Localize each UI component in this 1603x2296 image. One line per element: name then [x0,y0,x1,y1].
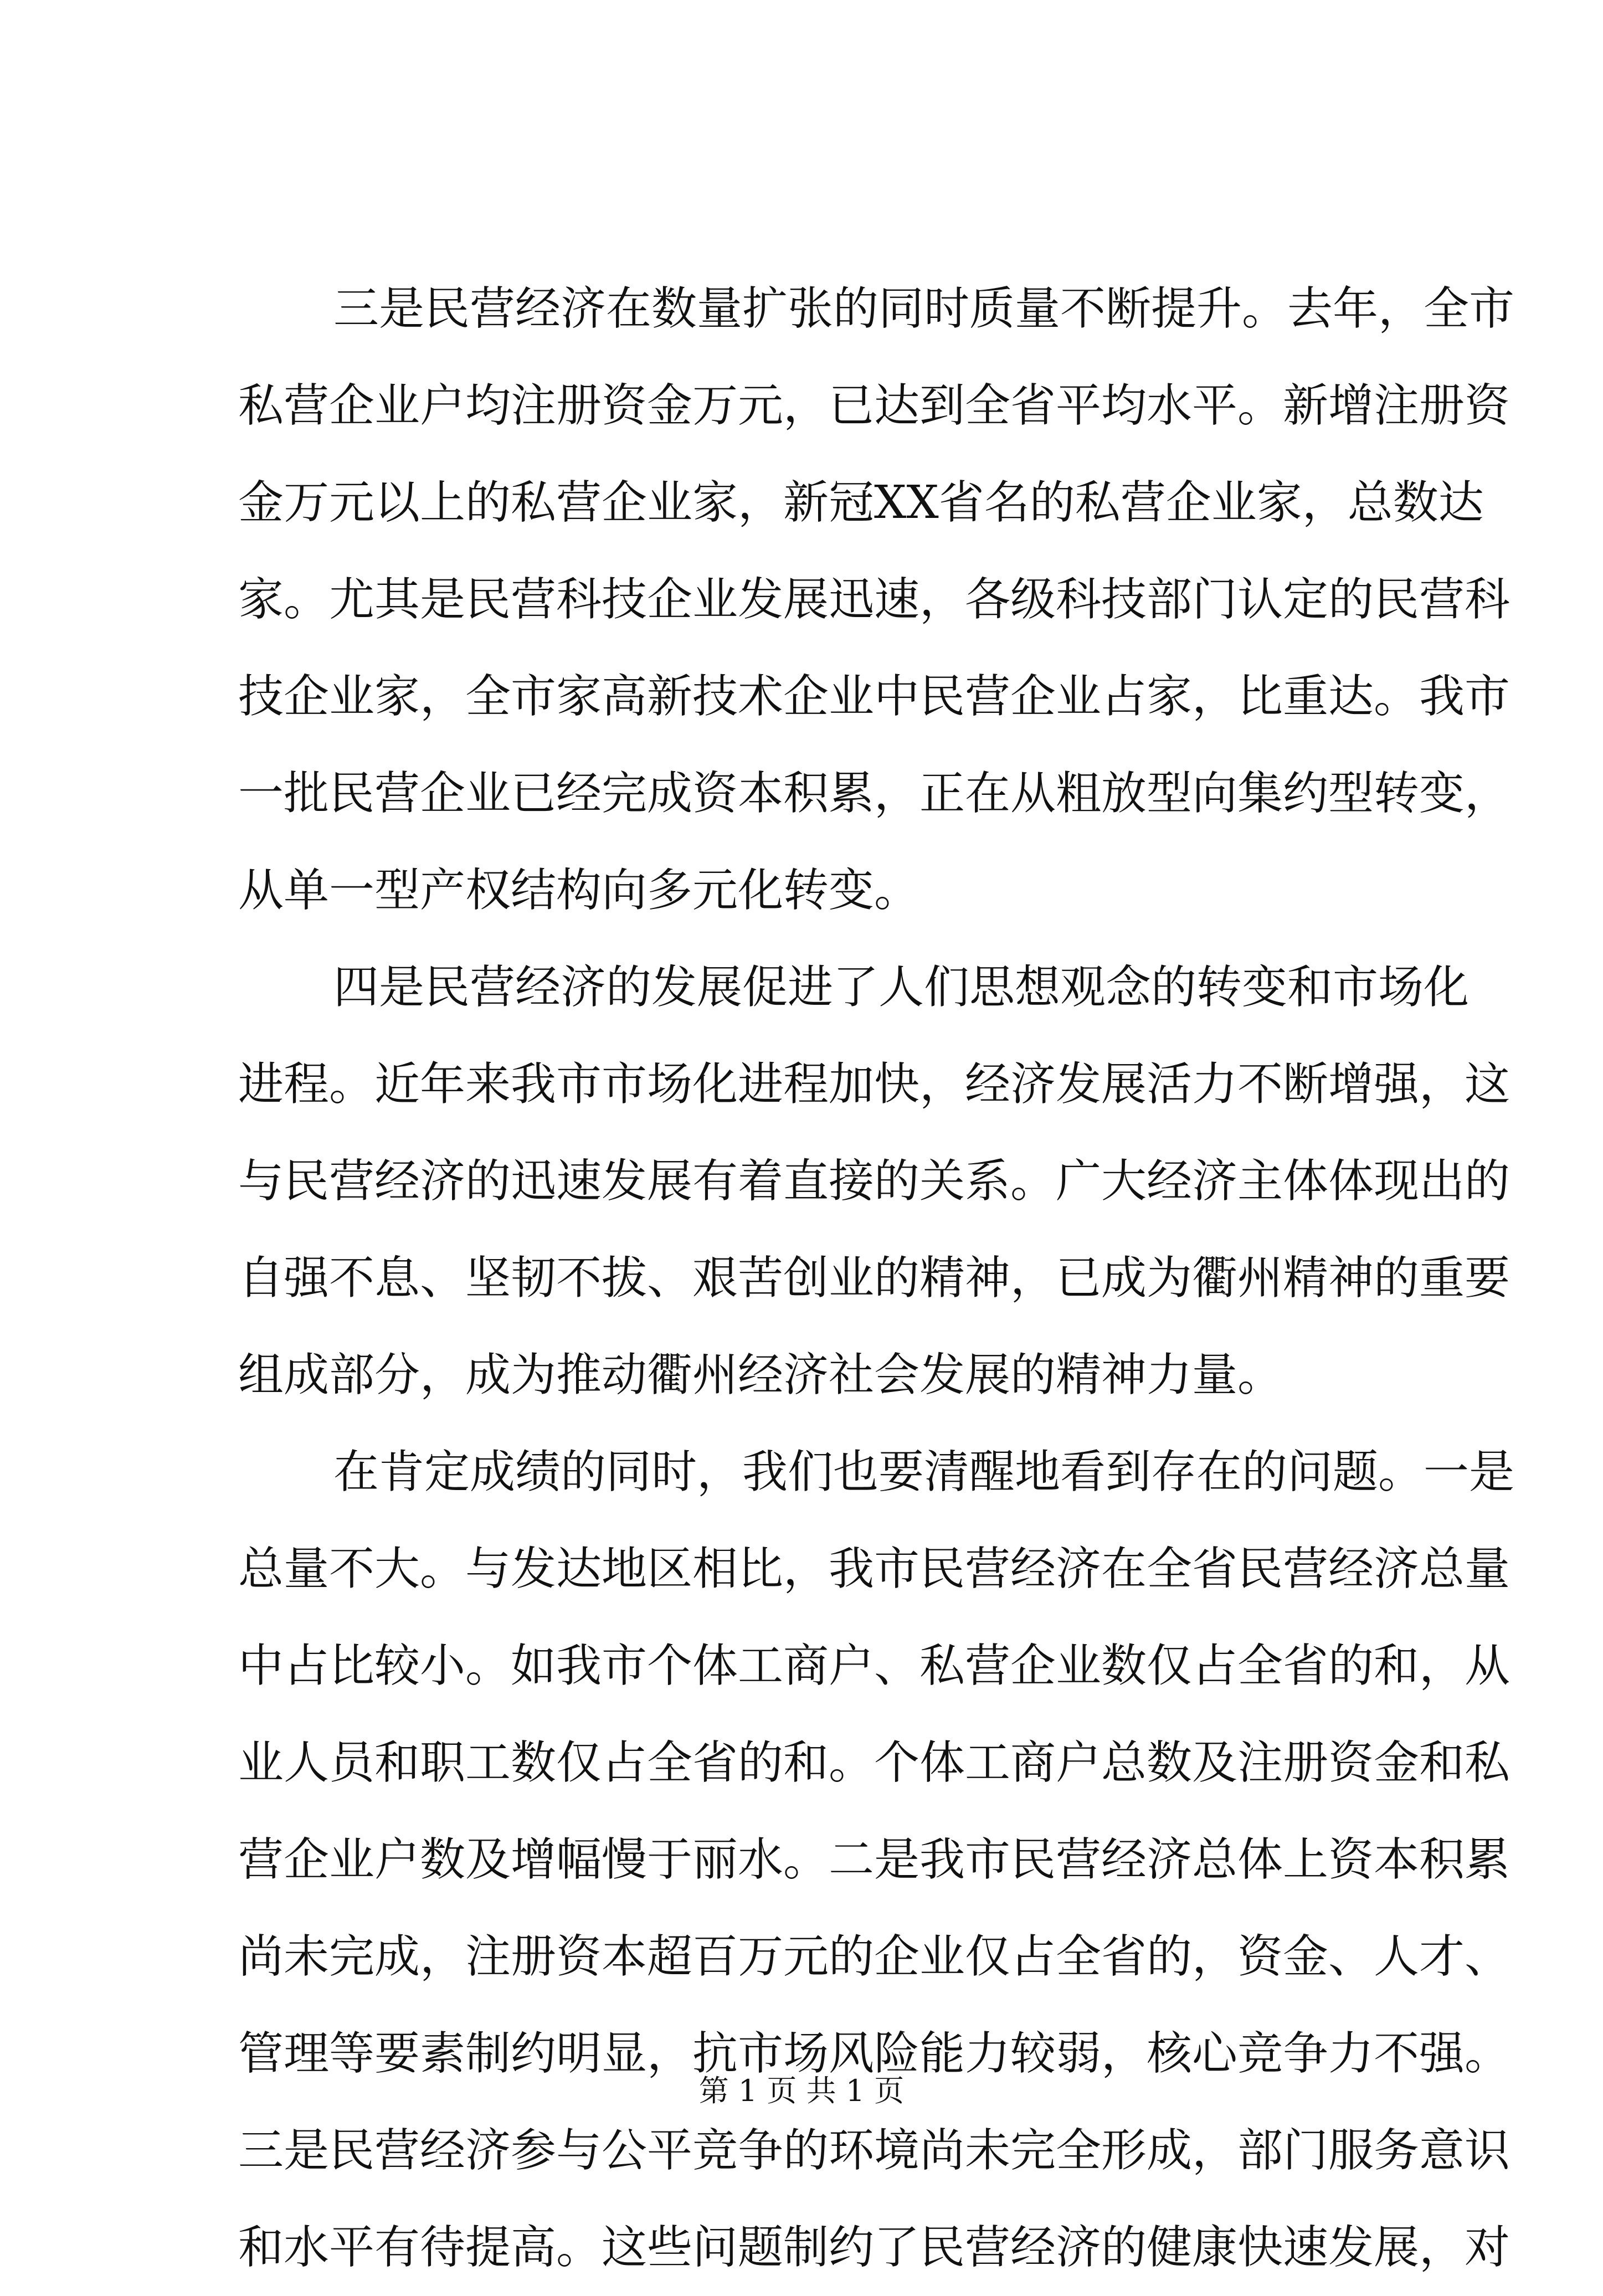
text-line: 从单一型产权结构向多元化转变。 [238,864,920,917]
text-line: 家。尤其是民营科技企业发展迅速，各级科技部门认定的民营科 [238,573,1510,626]
text-line: 管理等要素制约明显，抗市场风险能力较弱，核心竞争力不强。 [238,2027,1510,2080]
text-line: 金万元以上的私营企业家，新冠XX省名的私营企业家，总数达 [238,476,1484,529]
text-line: 四是民营经济的发展促进了人们思想观念的转变和市场化 [333,961,1470,1014]
text-line: 中占比较小。如我市个体工商户、私营企业数仅占全省的和，从 [238,1640,1510,1692]
text-line: 业人员和职工数仅占全省的和。个体工商户总数及注册资金和私 [238,1737,1510,1789]
text-line: 自强不息、坚韧不拔、艰苦创业的精神，已成为衢州精神的重要 [238,1252,1510,1304]
text-line: 与民营经济的迅速发展有着直接的关系。广大经济主体体现出的 [238,1155,1510,1208]
text-line: 技企业家，全市家高新技术企业中民营企业占家，比重达。我市 [238,670,1510,723]
text-line: 总量不大。与发达地区相比，我市民营经济在全省民营经济总量 [238,1543,1510,1595]
text-line: 在肯定成绩的同时，我们也要清醒地看到存在的问题。一是 [333,1446,1515,1498]
text-line: 尚未完成，注册资本超百万元的企业仅占全省的，资金、人才、 [238,1930,1510,1983]
document-body [238,260,1515,2296]
text-line: 私营企业户均注册资金万元，已达到全省平均水平。新增注册资 [238,379,1510,432]
text-line: 营企业户数及增幅慢于丽水。二是我市民营经济总体上资本积累 [238,1833,1510,1886]
text-line: 一批民营企业已经完成资本积累，正在从粗放型向集约型转变， [238,767,1510,820]
text-line: 组成部分，成为推动衢州经济社会发展的精神力量。 [238,1349,1283,1401]
text-line: 和水平有待提高。这些问题制约了民营经济的健康快速发展，对 [238,2221,1510,2274]
text-line: 三是民营经济参与公平竞争的环境尚未完全形成，部门服务意识 [238,2124,1510,2177]
text-line: 三是民营经济在数量扩张的同时质量不断提升。去年，全市 [333,282,1515,335]
page-footer [0,2072,1603,2110]
page-number-label: 第 1 页 共 1 页 [698,2073,905,2108]
text-line: 进程。近年来我市市场化进程加快，经济发展活力不断增强，这 [238,1058,1510,1111]
